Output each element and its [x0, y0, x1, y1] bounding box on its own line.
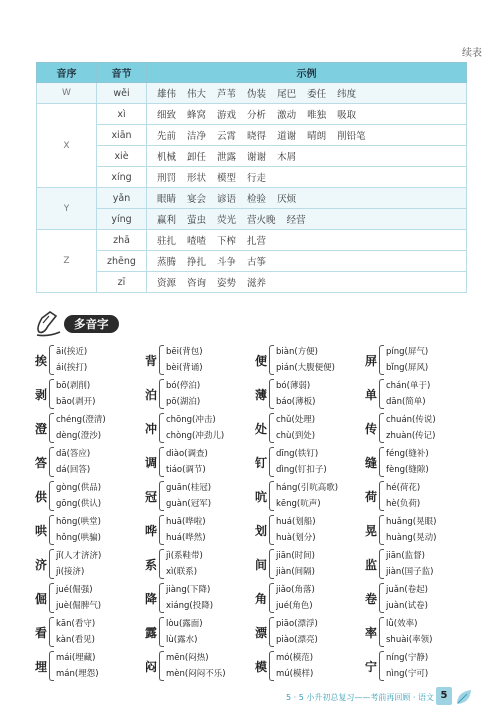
reading-2: jì(接济)	[56, 567, 85, 577]
brace-mark	[159, 617, 164, 647]
reading-2: huá(哗然)	[166, 533, 206, 543]
reading-1: mó(模范)	[276, 653, 314, 663]
polyphone-char: 便	[254, 354, 267, 368]
polyphone-entry	[34, 545, 142, 583]
polyphone-entry	[144, 443, 252, 481]
reading-1: āi(挨近)	[56, 347, 88, 357]
reading-1: jiān(时间)	[276, 551, 315, 561]
page-number: 5	[436, 687, 452, 705]
reading-2: bèi(背诵)	[166, 363, 203, 373]
polyphone-char: 冲	[144, 422, 157, 436]
shili-cell: 驻扎 喳喳 下榨 扎营	[147, 230, 467, 251]
reading-2: dèng(澄沙)	[56, 431, 102, 441]
brace-mark	[379, 651, 384, 681]
polyphone-entry	[34, 409, 142, 447]
yinjie-cell: wěi	[97, 83, 147, 104]
reading-2: huàng(晃动)	[386, 533, 437, 543]
polyphone-entry	[254, 375, 362, 413]
reading-1: guān(桂冠)	[166, 483, 212, 493]
reading-2: dān(简单)	[386, 397, 426, 407]
polyphone-entry	[34, 477, 142, 515]
reading-2: huà(划分)	[276, 533, 316, 543]
polyphone-entry	[34, 341, 142, 379]
reading-1: bó(停泊)	[166, 381, 201, 391]
reading-1: jué(倔强)	[56, 585, 93, 595]
polyphone-entry	[254, 341, 362, 379]
brace-mark	[159, 481, 164, 511]
brace-mark	[269, 583, 274, 613]
reading-2: dìng(钉扣子)	[276, 465, 327, 475]
brace-mark	[379, 481, 384, 511]
header-yinjie: 音节	[97, 63, 147, 83]
brace-mark	[159, 379, 164, 409]
polyphone-char: 答	[34, 456, 47, 470]
shili-cell: 刑罚 形状 模型 行走	[147, 167, 467, 188]
reading-2: hè(负荷)	[386, 499, 421, 509]
yinjie-cell: yǎn	[97, 188, 147, 209]
reading-2: báo(薄板)	[276, 397, 316, 407]
yinjie-cell: xì	[97, 104, 147, 125]
polyphone-char: 划	[254, 524, 267, 538]
polyphone-char: 降	[144, 592, 157, 606]
brace-mark	[379, 413, 384, 443]
polyphone-char: 处	[254, 422, 267, 436]
polyphone-char: 露	[144, 626, 157, 640]
reading-1: mēn(闷热)	[166, 653, 209, 663]
brace-mark	[49, 413, 54, 443]
reading-1: chuán(传说)	[386, 415, 436, 425]
brace-mark	[49, 379, 54, 409]
polyphone-entry	[254, 613, 362, 651]
reading-2: jué(角色)	[276, 601, 313, 611]
polyphone-char: 剥	[34, 388, 47, 402]
polyphone-entry	[144, 579, 252, 617]
polyphone-char: 模	[254, 660, 267, 674]
polyphone-entry	[144, 613, 252, 651]
polyphone-entry	[364, 477, 472, 515]
reading-2: ái(挨打)	[56, 363, 88, 373]
polyphone-entry	[364, 375, 472, 413]
polyphone-char: 看	[34, 626, 47, 640]
polyphone-entry	[34, 613, 142, 651]
polyphone-char: 缝	[364, 456, 377, 470]
reading-2: pián(大腹便便)	[276, 363, 335, 373]
table-row	[37, 209, 467, 230]
brace-mark	[379, 345, 384, 375]
polyphone-entry	[144, 341, 252, 379]
brace-mark	[379, 515, 384, 545]
reading-2: lù(露水)	[166, 635, 198, 645]
polyphone-entry	[364, 613, 472, 651]
yinjie-cell: zī	[97, 272, 147, 293]
polyphone-char: 传	[364, 422, 377, 436]
reading-1: huā(哗啦)	[166, 517, 206, 527]
polyphone-char: 澄	[34, 422, 47, 436]
reading-1: féng(缝补)	[386, 449, 429, 459]
brace-mark	[159, 651, 164, 681]
polyphone-entry	[254, 545, 362, 583]
polyphone-entry	[144, 409, 252, 447]
polyphone-entry	[364, 341, 472, 379]
reading-2: xì(联系)	[166, 567, 198, 577]
reading-2: bāo(剥开)	[56, 397, 96, 407]
brace-mark	[49, 651, 54, 681]
polyphone-char: 哄	[34, 524, 47, 538]
polyphone-char: 宁	[364, 660, 377, 674]
polyphone-char: 率	[364, 626, 377, 640]
polyphone-entry	[144, 375, 252, 413]
reading-2: guàn(冠军)	[166, 499, 212, 509]
shili-cell: 先前 洁净 云霄 晓得 道谢 晴朗 削铅笔	[147, 125, 467, 146]
brace-mark	[269, 617, 274, 647]
polyphone-char: 屏	[364, 354, 377, 368]
reading-2: kàn(看见)	[56, 635, 96, 645]
yinjie-cell: yíng	[97, 209, 147, 230]
reading-2: xiáng(投降)	[166, 601, 214, 611]
polyphone-entry	[34, 375, 142, 413]
reading-1: jǐ(人才济济)	[56, 551, 102, 561]
brace-mark	[269, 413, 274, 443]
reading-1: gòng(供品)	[56, 483, 102, 493]
reading-1: huá(划船)	[276, 517, 316, 527]
polyphone-entry	[364, 511, 472, 549]
polyphone-entry	[144, 545, 252, 583]
reading-1: huǎng(晃眼)	[386, 517, 437, 527]
brace-mark	[159, 447, 164, 477]
table-row	[37, 104, 467, 125]
brace-mark	[159, 549, 164, 579]
shili-cell: 赢利 萤虫 荧光 营火晚 经营	[147, 209, 467, 230]
polyphone-char: 薄	[254, 388, 267, 402]
reading-1: dīng(铁钉)	[276, 449, 319, 459]
reading-1: lòu(露面)	[166, 619, 203, 629]
brace-mark	[269, 447, 274, 477]
reading-2: nìng(宁可)	[386, 669, 429, 679]
brace-mark	[379, 447, 384, 477]
reading-2: juè(倔脾气)	[56, 601, 102, 611]
polyphone-entry	[364, 647, 472, 685]
table-row	[37, 167, 467, 188]
polyphone-char: 监	[364, 558, 377, 572]
reading-1: lǜ(效率)	[386, 619, 418, 629]
polyphone-char: 冠	[144, 490, 157, 504]
reading-1: jì(系鞋带)	[166, 551, 203, 561]
reading-2: piào(漂亮)	[276, 635, 318, 645]
polyphone-char: 供	[34, 490, 47, 504]
reading-1: jiàng(下降)	[166, 585, 211, 595]
yinjie-cell: xiān	[97, 125, 147, 146]
brace-mark	[379, 379, 384, 409]
brace-mark	[269, 515, 274, 545]
brace-mark	[159, 515, 164, 545]
reading-2: mú(模样)	[276, 669, 314, 679]
reading-2: shuài(率领)	[386, 635, 433, 645]
brace-mark	[159, 583, 164, 613]
reading-2: tiáo(调节)	[166, 465, 206, 475]
polyphone-char: 倔	[34, 592, 47, 606]
reading-1: jiān(监督)	[386, 551, 425, 561]
reading-2: pō(湖泊)	[166, 397, 201, 407]
table-row	[37, 188, 467, 209]
polyphone-entry	[34, 647, 142, 685]
footer-text: 5 · 5 小升初总复习——考前再回顾 · 语文	[286, 693, 434, 702]
shili-cell: 眼睛 宴会 谚语 检验 厌烦	[147, 188, 467, 209]
reading-1: bō(剥削)	[56, 381, 91, 391]
polyphone-entry	[254, 511, 362, 549]
brace-mark	[159, 413, 164, 443]
polyphone-entry	[34, 511, 142, 549]
brace-mark	[49, 549, 54, 579]
polyphone-entry	[254, 443, 362, 481]
brace-mark	[269, 481, 274, 511]
polyphone-char: 荷	[364, 490, 377, 504]
brace-mark	[269, 651, 274, 681]
polyphone-char: 吭	[254, 490, 267, 504]
polyphone-char: 单	[364, 388, 377, 402]
phonetic-table	[36, 62, 467, 293]
shili-cell: 蒸腾 挣扎 斗争 古筝	[147, 251, 467, 272]
yinjie-cell: xíng	[97, 167, 147, 188]
polyphone-entry	[144, 477, 252, 515]
reading-2: juàn(试卷)	[386, 601, 428, 611]
brace-mark	[49, 447, 54, 477]
yinxu-cell: Z	[37, 230, 97, 293]
polyphone-char: 晃	[364, 524, 377, 538]
yinxu-cell: X	[37, 104, 97, 188]
polyphone-char: 哗	[144, 524, 157, 538]
table-row	[37, 83, 467, 104]
polyphone-entry	[254, 647, 362, 685]
reading-1: chǔ(处理)	[276, 415, 316, 425]
brace-mark	[159, 345, 164, 375]
reading-1: jiǎo(角落)	[276, 585, 315, 595]
polyphone-char: 卷	[364, 592, 377, 606]
reading-1: chán(单于)	[386, 381, 431, 391]
brace-mark	[49, 515, 54, 545]
shili-cell: 机械 卸任 泄露 谢谢 木屑	[147, 146, 467, 167]
brace-mark	[379, 617, 384, 647]
shili-cell: 雄伟 伟大 芦苇 伪装 尾巴 委任 纬度	[147, 83, 467, 104]
reading-2: hǒng(哄骗)	[56, 533, 102, 543]
reading-2: bǐng(屏风)	[386, 363, 429, 373]
yinxu-cell: W	[37, 83, 97, 104]
polyphone-char: 调	[144, 456, 157, 470]
polyphone-entry	[144, 511, 252, 549]
table-row	[37, 125, 467, 146]
reading-1: chéng(澄清)	[56, 415, 106, 425]
reading-1: píng(屏气)	[386, 347, 429, 357]
page-tag: 续表	[462, 48, 482, 59]
reading-2: chù(到处)	[276, 431, 316, 441]
polyphone-entry	[364, 579, 472, 617]
polyphone-section-title	[34, 310, 144, 338]
reading-2: kēng(吭声)	[276, 499, 321, 509]
polyphone-entry	[34, 443, 142, 481]
reading-1: juǎn(卷起)	[386, 585, 428, 595]
polyphone-char: 系	[144, 558, 157, 572]
polyphone-entry	[364, 409, 472, 447]
reading-1: biàn(方便)	[276, 347, 318, 357]
reading-2: gōng(供认)	[56, 499, 102, 509]
reading-2: mèn(闷闷不乐)	[166, 669, 226, 679]
reading-2: dá(回答)	[56, 465, 91, 475]
reading-2: jiàn(国子监)	[386, 567, 434, 577]
polyphone-char: 闷	[144, 660, 157, 674]
polyphone-char: 济	[34, 558, 47, 572]
reading-2: jiàn(间隔)	[276, 567, 315, 577]
reading-1: diào(调查)	[166, 449, 208, 459]
polyphone-entry	[364, 545, 472, 583]
brace-mark	[49, 345, 54, 375]
reading-2: fèng(缝隙)	[386, 465, 429, 475]
section-title-label: 多音字	[64, 315, 119, 333]
brace-mark	[49, 481, 54, 511]
shili-cell: 细致 蜂窝 游戏 分析 激动 唯独 吸取	[147, 104, 467, 125]
polyphone-entry	[364, 443, 472, 481]
brace-mark	[379, 583, 384, 613]
polyphone-char: 背	[144, 354, 157, 368]
reading-2: chòng(冲劲儿)	[166, 431, 225, 441]
yinjie-cell: zhēng	[97, 251, 147, 272]
brace-mark	[269, 549, 274, 579]
yinxu-cell: Y	[37, 188, 97, 230]
yinjie-cell: xiè	[97, 146, 147, 167]
polyphone-entry	[254, 477, 362, 515]
brace-mark	[269, 345, 274, 375]
polyphone-char: 埋	[34, 660, 47, 674]
reading-1: dā(答应)	[56, 449, 91, 459]
reading-1: hé(荷花)	[386, 483, 421, 493]
reading-2: mán(埋怨)	[56, 669, 99, 679]
polyphone-char: 泊	[144, 388, 157, 402]
table-row	[37, 230, 467, 251]
header-yinxu: 音序	[37, 63, 97, 83]
polyphone-char: 钉	[254, 456, 267, 470]
polyphone-entry	[144, 647, 252, 685]
reading-1: bó(薄弱)	[276, 381, 311, 391]
brace-mark	[379, 549, 384, 579]
polyphone-entry	[254, 409, 362, 447]
brace-mark	[49, 583, 54, 613]
polyphone-entry	[34, 579, 142, 617]
table-row	[37, 272, 467, 293]
reading-1: chōng(冲击)	[166, 415, 216, 425]
yinjie-cell: zhā	[97, 230, 147, 251]
brace-mark	[49, 617, 54, 647]
polyphone-char: 间	[254, 558, 267, 572]
polyphone-char: 角	[254, 592, 267, 606]
reading-1: hōng(哄堂)	[56, 517, 102, 527]
reading-1: háng(引吭高歌)	[276, 483, 339, 493]
reading-1: mái(埋藏)	[56, 653, 96, 663]
page-footer	[0, 684, 500, 714]
polyphone-char: 挨	[34, 354, 47, 368]
brace-mark	[269, 379, 274, 409]
reading-1: kān(看守)	[56, 619, 96, 629]
leaf-icon	[454, 687, 474, 707]
polyphone-char: 漂	[254, 626, 267, 640]
table-row	[37, 146, 467, 167]
reading-1: piāo(漂浮)	[276, 619, 318, 629]
shili-cell: 资源 咨询 姿势 滋养	[147, 272, 467, 293]
reading-2: zhuàn(传记)	[386, 431, 436, 441]
polyphone-entry	[254, 579, 362, 617]
reading-1: níng(宁静)	[386, 653, 429, 663]
table-row	[37, 251, 467, 272]
reading-1: bēi(背包)	[166, 347, 203, 357]
header-shili: 示例	[147, 63, 467, 83]
table-header-row	[37, 63, 467, 83]
